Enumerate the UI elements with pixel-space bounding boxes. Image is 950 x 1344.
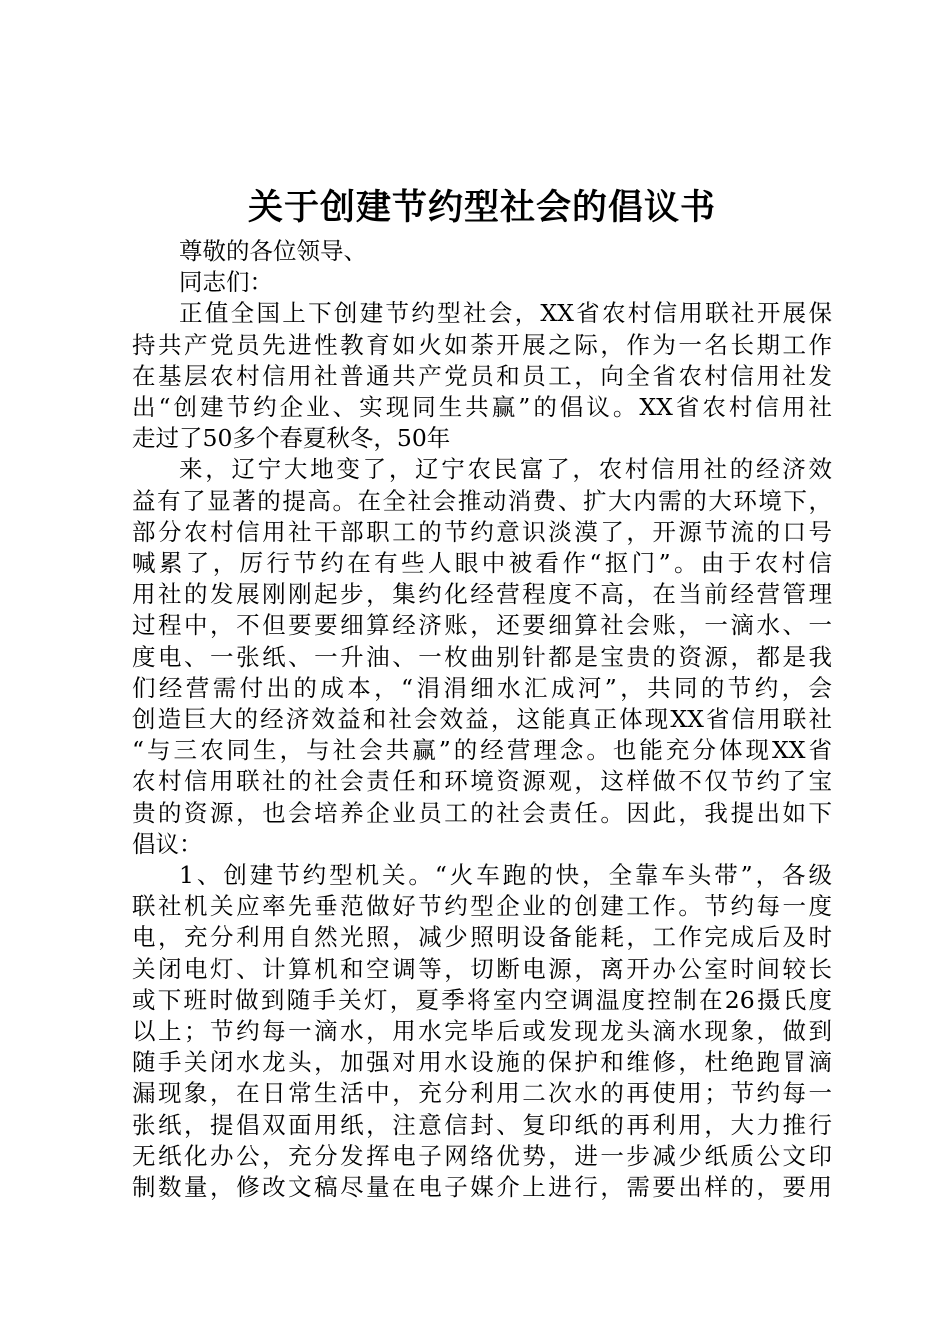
body-line: 农村信用联社的社会责任和环境资源观，这样做不仅节约了宝 xyxy=(132,767,832,796)
body-line: 同志们： xyxy=(179,268,273,297)
body-line: 走过了50多个春夏秋冬，50年 xyxy=(132,424,451,453)
body-line: 创造巨大的经济效益和社会效益，这能真正体现XX省信用联社 xyxy=(132,705,832,734)
body-line: 过程中，不但要要细算经济账，还要细算社会账，一滴水、一 xyxy=(132,611,832,640)
body-line: 以上；节约每一滴水，用水完毕后或发现龙头滴水现象，做到 xyxy=(132,1017,832,1046)
body-line: 随手关闭水龙头，加强对用水设施的保护和维修，杜绝跑冒滴 xyxy=(132,1048,832,1077)
body-line: 用社的发展刚刚起步，集约化经营程度不高，在当前经营管理 xyxy=(132,580,832,609)
body-line: 或下班时做到随手关灯，夏季将室内空调温度控制在26摄氏度 xyxy=(132,985,832,1014)
document-body xyxy=(132,236,832,1203)
body-line: 尊敬的各位领导、 xyxy=(179,237,367,265)
body-line: 联社机关应率先垂范做好节约型企业的创建工作。节约每一度 xyxy=(132,892,832,921)
document-page xyxy=(132,182,832,1203)
body-line: 部分农村信用社干部职工的节约意识淡漠了，开源节流的口号 xyxy=(132,517,832,546)
body-line: 出“创建节约企业、实现同生共赢”的倡议。XX省农村信用社 xyxy=(132,393,832,422)
body-line: 益有了显著的提高。在全社会推动消费、扩大内需的大环境下， xyxy=(132,486,832,515)
body-line: 漏现象，在日常生活中，充分利用二次水的再使用；节约每一 xyxy=(132,1079,832,1108)
body-line: 在基层农村信用社普通共产党员和员工，向全省农村信用社发 xyxy=(132,361,832,390)
body-line: 倡议： xyxy=(132,829,203,858)
body-line: 关闭电灯、计算机和空调等，切断电源，离开办公室时间较长 xyxy=(132,954,832,983)
body-line: 持共产党员先进性教育如火如荼开展之际，作为一名长期工作 xyxy=(132,330,832,359)
document-title: 关于创建节约型社会的倡议书 xyxy=(247,187,716,228)
body-line: “与三农同生，与社会共赢”的经营理念。也能充分体现XX省 xyxy=(132,736,832,765)
body-line: 1、创建节约型机关。“火车跑的快，全靠车头带”，各级 xyxy=(179,861,832,890)
body-line: 来，辽宁大地变了，辽宁农民富了，农村信用社的经济效 xyxy=(179,455,832,484)
body-line: 们经营需付出的成本，“涓涓细水汇成河”，共同的节约，会 xyxy=(132,673,832,702)
body-line: 正值全国上下创建节约型社会，XX省农村信用联社开展保 xyxy=(179,299,832,328)
body-line: 无纸化办公，充分发挥电子网络优势，进一步减少纸质公文印 xyxy=(132,1141,832,1170)
body-line: 度电、一张纸、一升油、一枚曲别针都是宝贵的资源，都是我 xyxy=(132,642,832,671)
body-line: 喊累了，厉行节约在有些人眼中被看作“抠门”。由于农村信 xyxy=(132,549,832,578)
body-line: 电，充分利用自然光照，减少照明设备能耗，工作完成后及时 xyxy=(132,923,832,952)
body-line: 贵的资源，也会培养企业员工的社会责任。因此，我提出如下 xyxy=(132,798,832,827)
body-line: 制数量，修改文稿尽量在电子媒介上进行，需要出样的，要用 xyxy=(132,1173,832,1202)
body-line: 张纸，提倡双面用纸，注意信封、复印纸的再利用，大力推行 xyxy=(132,1110,832,1139)
